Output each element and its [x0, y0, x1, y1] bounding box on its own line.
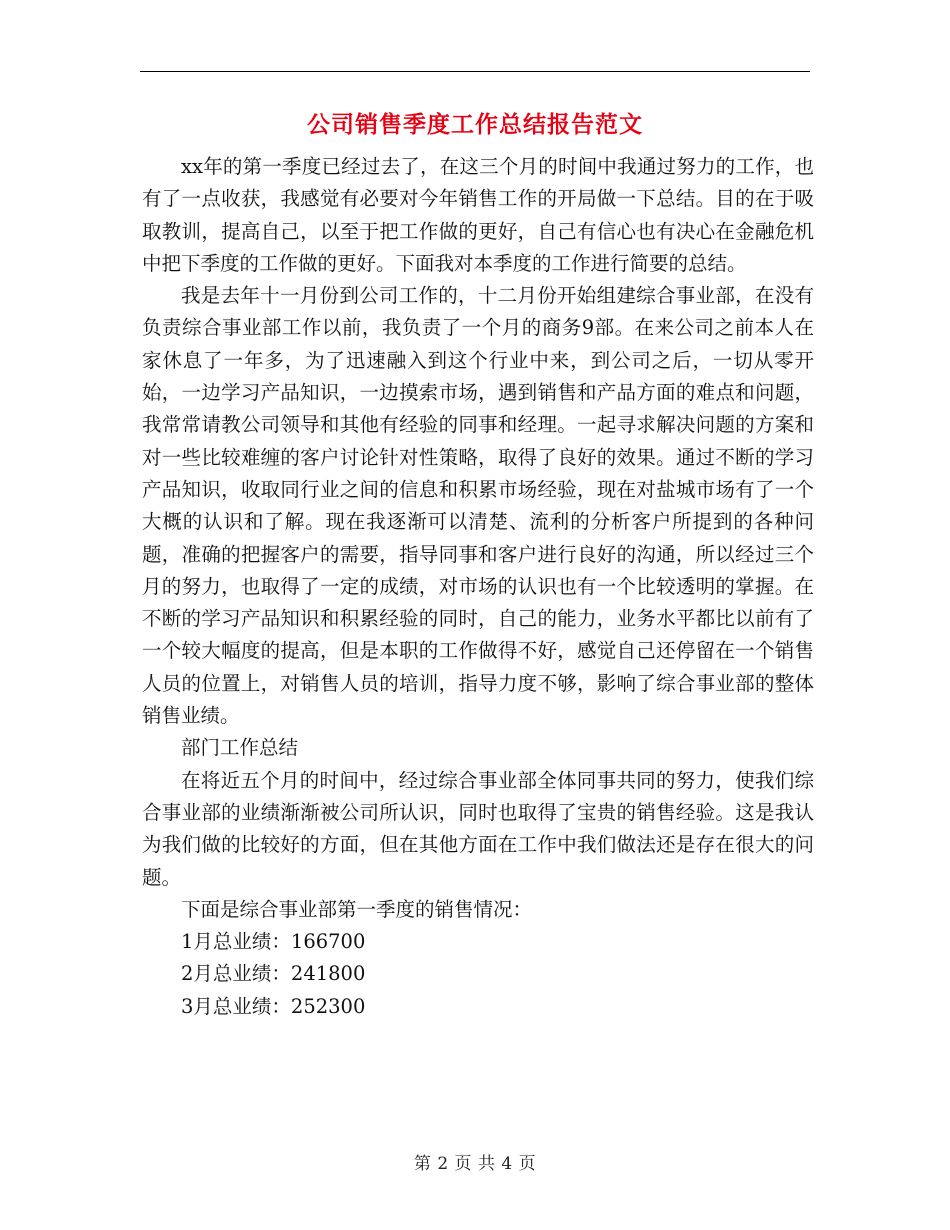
sales-intro-line: 下面是综合事业部第一季度的销售情况：	[181, 897, 533, 921]
paragraph-intro: xx年的第一季度已经过去了，在这三个月的时间中我通过努力的工作，也有了一点收获，我感觉有必要对今年销售工作的开局做一下总结。目的在于吸取教训，提高自己，以至于把工作做的更好，自己有信心也有决心在金融危机中把下季度的工作做的更好。下面我对本季度的工作进行简要的总结。	[142, 155, 814, 275]
header-rule	[140, 71, 810, 72]
paragraph-personal-review: 我是去年十一月份到公司工作的，十二月份开始组建综合事业部，在没有负责综合事业部工作以前，我负责了一个月的商务9部。在来公司之前本人在家休息了一年多，为了迅速融入到这个行业中来，到公司之后，一切从零开始，一边学习产品知识，一边摸索市场，遇到销售和产品方面的难点和问题，我常常请教公司领导和其他有经验的同事和经理。一起寻求解决问题的方案和对一些比较难缠的客户讨论针对性策略，取得了良好的效果。通过不断的学习产品知识，收取同行业之间的信息和积累市场经验，现在对盐城市场有了一个大概的认识和了解。现在我逐渐可以清楚、流利的分析客户所提到的各种问题，准确的把握客户的需要，指导同事和客户进行良好的沟通，所以经过三个月的努力，也取得了一定的成绩，对市场的认识也有一个比较透明的掌握。在不断的学习产品知识和积累经验的同时，自己的能力，业务水平都比以前有了一个较大幅度的提高，但是本职的工作做得不好，感觉自己还停留在一个销售人员的位置上，对销售人员的培训，指导力度不够，影响了综合事业部的整体销售业绩。	[142, 284, 814, 728]
section-heading-department: 部门工作总结	[181, 736, 299, 760]
document-title: 公司销售季度工作总结报告范文	[307, 112, 643, 138]
sales-march: 3月总业绩：252300	[181, 994, 366, 1018]
document-body	[142, 151, 814, 1023]
paragraph-department-review: 在将近五个月的时间中，经过综合事业部全体同事共同的努力，使我们综合事业部的业绩渐渐被公司所认识，同时也取得了宝贵的销售经验。这是我认为我们做的比较好的方面，但在其他方面在工作中我们做法还是存在很大的问题。	[142, 768, 814, 889]
page-number: 第 2 页 共 4 页	[413, 1154, 537, 1174]
sales-february: 2月总业绩：241800	[181, 962, 366, 986]
sales-january: 1月总业绩：166700	[181, 930, 366, 954]
